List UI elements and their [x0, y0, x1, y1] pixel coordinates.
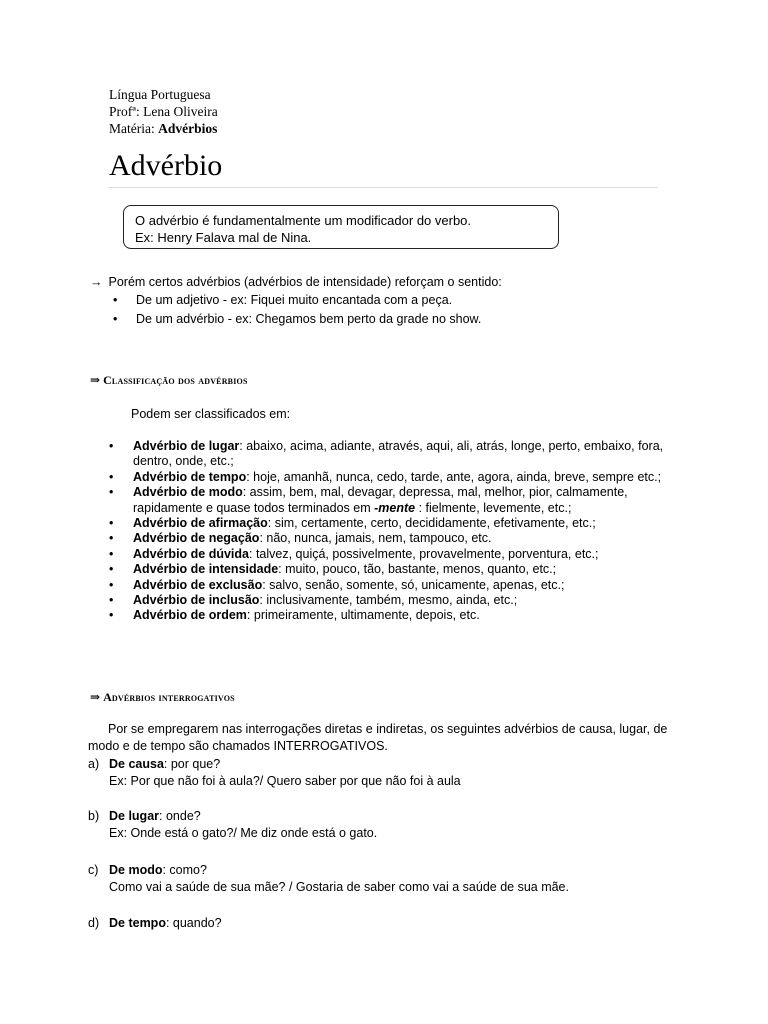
- intensity-text: Porém certos advérbios (advérbios de intensidade) reforçam o sentido:: [108, 275, 502, 289]
- bullet-icon: •: [109, 516, 114, 531]
- definition-box: [123, 205, 559, 249]
- list-item: • Advérbio de modo: assim, bem, mal, devagar, depressa, mal, melhor, pior, calmamente, rapidamente e quase todos terminados em -mente : fielmente, levemente, etc.;: [109, 485, 628, 515]
- bullet-icon: •: [109, 485, 114, 500]
- right-arrow-icon: →: [90, 275, 103, 289]
- bullet-icon: •: [109, 562, 114, 577]
- bullet-icon: •: [109, 531, 114, 546]
- definition-text: O advérbio é fundamentalmente um modificador do verbo.: [135, 213, 472, 228]
- list-item: • De um adjetivo - ex: Fiquei muito encantada com a peça.: [113, 293, 453, 307]
- list-item: • De um advérbio - ex: Chegamos bem perto da grade no show.: [113, 312, 482, 326]
- list-item: • Advérbio de inclusão: inclusivamente, também, mesmo, ainda, etc.;: [109, 593, 518, 608]
- list-item: • Advérbio de negação: não, nunca, jamais, nem, tampouco, etc.: [109, 531, 492, 546]
- classification-heading: ⇒ Classificação dos advérbios: [90, 373, 248, 387]
- list-item: c) De modo: como? Como vai a saúde de sua mãe? / Gostaria de saber como vai a saúde de sua mãe.: [88, 863, 569, 894]
- page-title: Advérbio: [109, 149, 223, 182]
- list-item: • Advérbio de tempo: hoje, amanhã, nunca, cedo, tarde, ante, agora, ainda, breve, sempre etc.;: [109, 469, 662, 484]
- double-arrow-icon: ⇒: [90, 690, 101, 704]
- classification-list: [109, 439, 669, 624]
- classification-lead: Podem ser classificados em:: [131, 407, 291, 421]
- document-header: [109, 86, 218, 137]
- bullet-icon: •: [109, 469, 114, 484]
- definition-example: Ex: Henry Falava mal de Nina.: [135, 230, 312, 245]
- bullet-icon: •: [113, 312, 118, 326]
- bullet-icon: •: [113, 293, 118, 307]
- bullet-icon: •: [109, 577, 114, 592]
- bullet-icon: •: [109, 608, 114, 623]
- intensity-note: [90, 274, 502, 291]
- list-item: • Advérbio de lugar: abaixo, acima, adiante, através, aqui, ali, atrás, longe, perto, embaixo, fora, dentro, onde, etc.;: [109, 439, 664, 469]
- double-arrow-icon: ⇒: [90, 373, 101, 387]
- subject-line: Língua Portuguesa: [109, 87, 211, 102]
- list-item: • Advérbio de ordem: primeiramente, ultimamente, depois, etc.: [109, 608, 480, 623]
- bullet-icon: •: [109, 439, 114, 453]
- list-item: b) De lugar: onde? Ex: Onde está o gato?/ Me diz onde está o gato.: [88, 809, 378, 840]
- list-item: d) De tempo: quando?: [88, 916, 222, 930]
- topic-line: Matéria: Advérbios: [109, 121, 218, 136]
- list-item: • Advérbio de exclusão: salvo, senão, somente, só, unicamente, apenas, etc.;: [109, 577, 565, 592]
- list-item: • Advérbio de intensidade: muito, pouco, tão, bastante, menos, quanto, etc.;: [109, 562, 557, 577]
- topic-value: Advérbios: [158, 121, 218, 136]
- interrogative-heading: ⇒ Advérbios interrogativos: [90, 690, 235, 704]
- bullet-icon: •: [109, 546, 114, 561]
- title-divider: [109, 187, 658, 188]
- bullet-icon: •: [109, 593, 114, 608]
- list-item: a) De causa: por que? Ex: Por que não foi à aula?/ Quero saber por que não foi à aula: [88, 757, 461, 788]
- list-item: • Advérbio de dúvida: talvez, quiçá, possivelmente, provavelmente, porventura, etc.;: [109, 546, 599, 561]
- teacher-line: Profª: Lena Oliveira: [109, 104, 218, 119]
- interrogative-paragraph: Por se empregarem nas interrogações diretas e indiretas, os seguintes advérbios de causa, lugar, de modo e de tempo são chamados INTERROGATIVOS.: [88, 722, 668, 753]
- list-item: • Advérbio de afirmação: sim, certamente, certo, decididamente, efetivamente, etc.;: [109, 516, 596, 531]
